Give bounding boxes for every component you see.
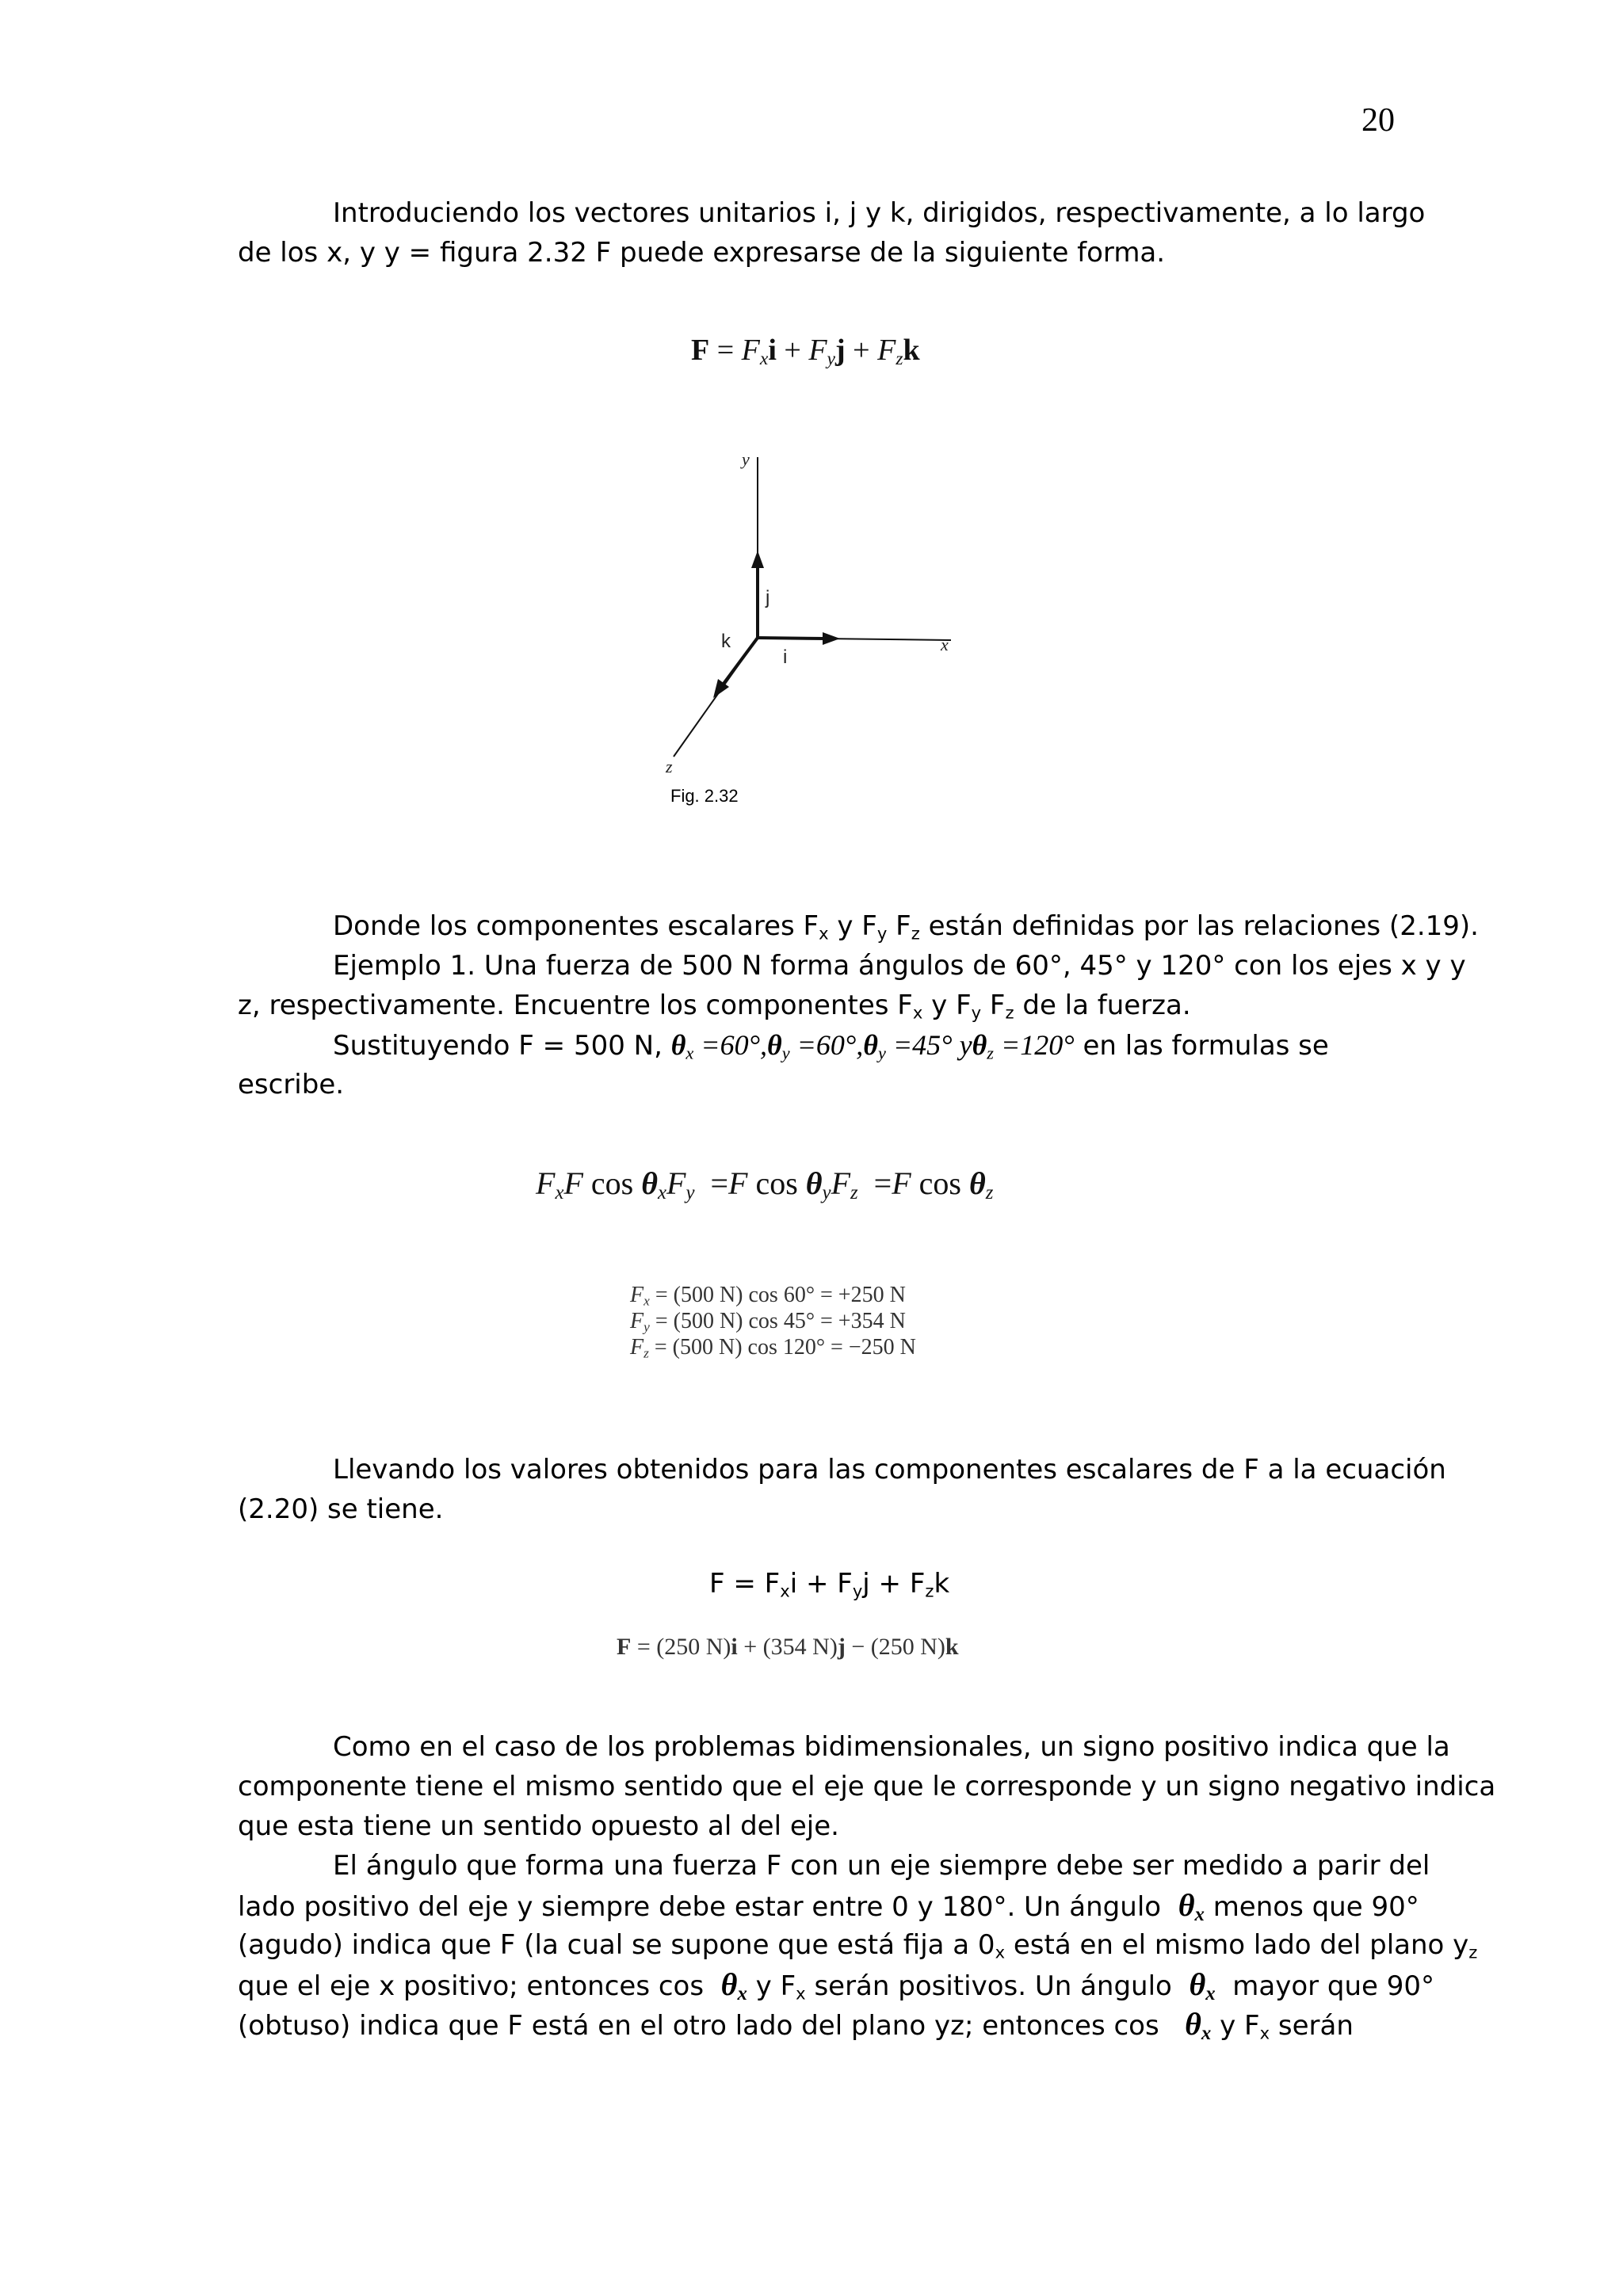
angulo-line-5-b: y F	[1220, 2010, 1260, 2042]
component-expr-x: = (500 N) cos 60° = +250 N	[655, 1283, 906, 1307]
sust-sub-y-1: y	[781, 1043, 790, 1063]
unit-vector-i-head	[823, 632, 840, 645]
eq2-theta-2: θ	[805, 1165, 823, 1201]
angulo-line-3-sub-z: z	[1468, 1942, 1478, 1962]
theta-x-symbol-4	[1185, 2006, 1212, 2045]
sust-theta-y2: θ	[863, 1029, 878, 1061]
theta-symbol-3: θ	[1189, 1966, 1206, 2002]
eq4-term-3: − (250 N)	[845, 1634, 945, 1660]
sust-value-1: =60°,	[701, 1029, 767, 1061]
donde-sub-z: z	[911, 923, 920, 944]
angulo-line-2-a: lado positivo del eje y siempre debe estar entre 0 y 180°. Un ángulo	[238, 1891, 1162, 1923]
angulo-line-4-sub-x: x	[796, 1983, 806, 2004]
sust-math	[671, 1029, 1075, 1061]
eq2-f-y: F	[666, 1165, 686, 1201]
angulo-line-3-a: (agudo) indica que F (la cual se supone que está fija a 0	[238, 1929, 995, 1961]
eq2-equals-1: =	[710, 1165, 729, 1201]
theta-sub-x-4: x	[1201, 2023, 1212, 2045]
ejemplo-sub-y: y	[971, 1002, 982, 1023]
donde-text-a: Donde los componentes escalares F	[333, 910, 819, 942]
angulo-line-4	[238, 1965, 1434, 2006]
ejemplo-text-d: de la fuerza.	[1014, 990, 1191, 1021]
ejemplo-text-b: y F	[922, 990, 972, 1021]
eq2-f-z: F	[831, 1165, 850, 1201]
component-sub-z: z	[643, 1345, 649, 1361]
unit-label-j: j	[766, 587, 770, 608]
eq2-theta-sub-y: y	[822, 1182, 831, 1204]
angulo-line-3-sub-x: x	[995, 1942, 1006, 1962]
eq1-i: i	[768, 334, 777, 367]
eq1-lhs: F	[691, 334, 710, 367]
eq2-theta-sub-z: z	[985, 1182, 994, 1204]
donde-sub-y: y	[876, 923, 888, 944]
eq1-equals: =	[709, 334, 742, 367]
angulo-line-4-d: mayor que 90°	[1232, 1970, 1435, 2002]
eq3-sub-y: y	[852, 1581, 863, 1601]
angulo-line-5-c: serán	[1270, 2010, 1354, 2042]
component-row-y	[630, 1308, 916, 1334]
theta-symbol-4: θ	[1185, 2006, 1201, 2042]
eq1-sub-x: x	[759, 348, 769, 369]
unit-vector-i	[758, 638, 826, 639]
eq2-f-2: F	[728, 1165, 748, 1201]
intro-line-2: de los x, y y = figura 2.32 F puede expresarse de la siguiente forma.	[238, 237, 1166, 269]
sust-y: y	[959, 1029, 972, 1061]
eq3-part-b: i + F	[789, 1568, 853, 1600]
ejemplo-text-c: F	[981, 990, 1006, 1021]
sust-text-b: en las formulas se	[1083, 1030, 1329, 1062]
eq1-sub-z: z	[896, 348, 903, 369]
eq1-j: j	[835, 334, 846, 367]
sust-sub-x: x	[685, 1043, 694, 1063]
angulo-line-4-b: y F	[755, 1970, 796, 2002]
eq4-term-1: = (250 N)	[631, 1634, 731, 1660]
eq1-k: k	[903, 334, 920, 367]
llevando-line-1: Llevando los valores obtenidos para las componentes escalares de F a la ecuación	[333, 1454, 1446, 1486]
vector-equation	[691, 333, 920, 368]
angulo-line-1: El ángulo que forma una fuerza F con un eje siempre debe ser medido a parir del	[333, 1850, 1430, 1882]
angulo-line-2	[238, 1886, 1419, 1927]
eq2-sub-y: y	[685, 1182, 695, 1204]
eq2-theta-1: θ	[641, 1165, 658, 1201]
angulo-line-5	[238, 2004, 1354, 2046]
sust-theta-y: θ	[767, 1029, 782, 1061]
ejemplo-sub-x: x	[912, 1002, 923, 1023]
como-line-3: que esta tiene un sentido opuesto al del eje.	[238, 1810, 839, 1842]
eq1-fy: F	[808, 334, 827, 367]
component-values	[630, 1282, 916, 1360]
component-label-y: F	[630, 1309, 644, 1333]
eq2-cos-3: cos	[918, 1165, 961, 1201]
eq4-i: i	[731, 1634, 738, 1660]
escribe-line: escribe.	[238, 1069, 345, 1100]
theta-symbol-2: θ	[720, 1966, 738, 2002]
ejemplo-sub-z: z	[1005, 1002, 1014, 1023]
angulo-line-5-a: (obtuso) indica que F está en el otro lado del plano yz; entonces cos	[238, 2010, 1159, 2042]
eq1-plus-2: +	[845, 334, 878, 367]
axis-label-y: y	[742, 449, 750, 469]
como-line-1: Como en el caso de los problemas bidimensionales, un signo positivo indica que la	[333, 1731, 1450, 1763]
component-expr-z: = (500 N) cos 120° = −250 N	[654, 1335, 916, 1360]
eq4-term-2: + (354 N)	[737, 1634, 838, 1660]
eq2-sub-x: x	[555, 1182, 564, 1204]
eq3-part-d: k	[934, 1568, 950, 1600]
eq1-fz: F	[877, 334, 896, 367]
eq4-k: k	[945, 1634, 959, 1660]
eq2-sub-z: z	[850, 1182, 858, 1204]
eq3-part-c: j + F	[862, 1568, 926, 1600]
sust-value-3: =45°	[892, 1029, 953, 1061]
theta-x-symbol-2	[720, 1966, 747, 2005]
sust-sub-z: z	[987, 1043, 994, 1063]
eq3-sub-z: z	[925, 1581, 934, 1601]
eq2-equals-2: =	[873, 1165, 892, 1201]
component-sub-x: x	[643, 1293, 650, 1309]
angulo-line-3-b: está en el mismo lado del plano y	[1005, 1929, 1469, 1961]
vector-equation-2	[709, 1564, 949, 1604]
intro-line-1: Introduciendo los vectores unitarios i, j y k, dirigidos, respectivamente, a lo largo	[333, 197, 1426, 229]
component-label-z: F	[630, 1335, 644, 1360]
sust-theta-z: θ	[972, 1029, 987, 1061]
component-label-x: F	[630, 1283, 644, 1307]
ejemplo-line-2	[238, 986, 1191, 1025]
angulo-line-2-b: menos que 90°	[1212, 1891, 1419, 1923]
eq2-theta-sub-x: x	[657, 1182, 666, 1204]
sust-sub-y-2: y	[877, 1043, 886, 1063]
eq1-fx: F	[741, 334, 760, 367]
eq1-plus-1: +	[776, 334, 809, 367]
angulo-line-4-a: que el eje x positivo; entonces cos	[238, 1970, 705, 2002]
axis-label-x: x	[941, 635, 949, 654]
donde-sub-x: x	[819, 923, 829, 944]
component-row-x	[630, 1282, 916, 1308]
axis-label-z: z	[666, 757, 673, 776]
eq2-f: F	[563, 1165, 583, 1201]
axes-figure	[618, 448, 975, 812]
unit-vector-j-head	[751, 551, 764, 568]
sust-value-4: =120°	[1000, 1029, 1075, 1061]
llevando-line-2: (2.20) se tiene.	[238, 1493, 444, 1525]
eq4-j: j	[837, 1634, 846, 1660]
component-expr-y: = (500 N) cos 45° = +354 N	[655, 1309, 906, 1333]
donde-line	[333, 906, 1479, 946]
theta-symbol-1: θ	[1178, 1887, 1195, 1923]
sustituyendo-line	[333, 1025, 1329, 1066]
theta-sub-x-3: x	[1205, 1983, 1216, 2005]
eq2-f-x: F	[536, 1165, 556, 1201]
ejemplo-text-a: z, respectivamente. Encuentre los componentes F	[238, 990, 913, 1021]
eq3-sub-x: x	[780, 1581, 790, 1601]
theta-sub-x-2: x	[737, 1983, 747, 2005]
donde-text-c: F	[887, 910, 911, 942]
unit-label-k: k	[721, 631, 731, 652]
component-sub-y: y	[643, 1319, 650, 1335]
unit-label-i: i	[783, 646, 788, 668]
eq4-lhs: F	[617, 1634, 632, 1660]
theta-sub-x-1: x	[1194, 1904, 1205, 1926]
eq3-part-a: F = F	[709, 1568, 781, 1600]
angulo-line-5-sub-x: x	[1259, 2023, 1270, 2043]
page-number: 20	[1361, 102, 1395, 139]
eq1-sub-y: y	[827, 348, 835, 369]
component-row-z	[630, 1334, 916, 1360]
direction-cosine-equation	[536, 1165, 993, 1202]
donde-text-d: están definidas por las relaciones (2.19).	[919, 910, 1479, 942]
ejemplo-line-1: Ejemplo 1. Una fuerza de 500 N forma ángulos de 60°, 45° y 120° con los ejes x y y	[333, 950, 1466, 982]
angulo-line-4-c: serán positivos. Un ángulo	[805, 1970, 1172, 2002]
donde-text-b: y F	[828, 910, 877, 942]
figure-caption: Fig. 2.32	[670, 786, 739, 806]
result-vector-equation	[617, 1634, 959, 1661]
eq2-cos-1: cos	[590, 1165, 634, 1201]
sust-text-a: Sustituyendo F = 500 N,	[333, 1030, 663, 1062]
sust-value-2: =60°,	[796, 1029, 864, 1061]
eq2-cos-2: cos	[755, 1165, 798, 1201]
theta-x-symbol-3	[1189, 1966, 1216, 2005]
eq2-theta-3: θ	[968, 1165, 986, 1201]
eq2-f-3: F	[892, 1165, 911, 1201]
sust-theta-x: θ	[670, 1029, 686, 1061]
theta-x-symbol-1	[1178, 1887, 1205, 1926]
angulo-line-3	[238, 1925, 1477, 1965]
como-line-2: componente tiene el mismo sentido que el eje que le corresponde y un signo negativo indica	[238, 1771, 1496, 1802]
